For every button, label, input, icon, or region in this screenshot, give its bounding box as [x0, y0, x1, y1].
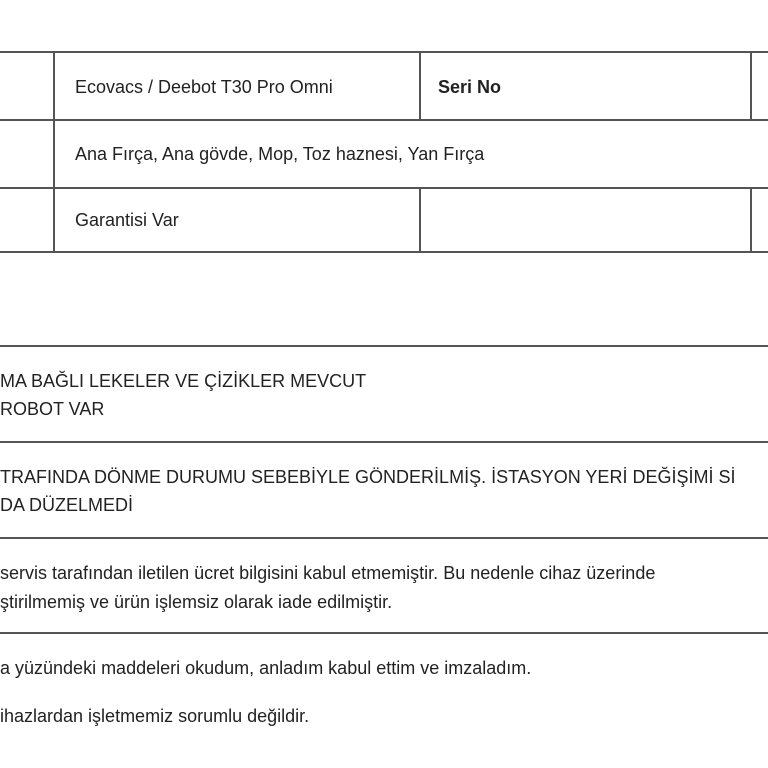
- table-divider: [419, 53, 421, 119]
- table-divider: [750, 189, 752, 253]
- table-divider: [53, 189, 55, 253]
- serial-number-label: Seri No: [438, 77, 502, 97]
- table-row-device: [0, 53, 768, 119]
- warranty-status-value: Garantisi Var: [75, 210, 179, 230]
- section-divider: [0, 441, 768, 443]
- table-divider: [750, 53, 752, 119]
- complaint-note-line: TRAFINDA DÖNME DURUMU SEBEBİYLE GÖNDERİLMİŞ. İSTASYON YERİ DEĞİŞİMİ Sİ: [0, 467, 736, 487]
- device-info-table: [0, 51, 768, 253]
- complaint-note-line: DA DÜZELMEDİ: [0, 495, 134, 515]
- table-row-parts: [0, 119, 768, 189]
- service-note-line: ştirilmemiş ve ürün işlemsiz olarak iade edilmiştir.: [0, 592, 393, 612]
- section-divider: [0, 537, 768, 539]
- parts-value: Ana Fırça, Ana gövde, Mop, Toz haznesi, Yan Fırça: [75, 144, 485, 164]
- terms-line: a yüzündeki maddeleri okudum, anladım kabul ettim ve imzaladım.: [0, 658, 532, 678]
- section-divider: [0, 632, 768, 634]
- terms-line: ihazlardan işletmemiz sorumlu değildir.: [0, 706, 310, 726]
- device-model-value: Ecovacs / Deebot T30 Pro Omni: [75, 77, 333, 97]
- table-divider: [53, 121, 55, 189]
- condition-note-line: ROBOT VAR: [0, 399, 105, 419]
- service-note-line: servis tarafından iletilen ücret bilgisini kabul etmemiştir. Bu nedenle cihaz üzerinde: [0, 563, 656, 583]
- condition-note-line: MA BAĞLI LEKELER VE ÇİZİKLER MEVCUT: [0, 371, 367, 391]
- table-divider: [419, 189, 421, 253]
- table-row-warranty: [0, 187, 768, 253]
- section-divider: [0, 345, 768, 347]
- table-divider: [53, 53, 55, 119]
